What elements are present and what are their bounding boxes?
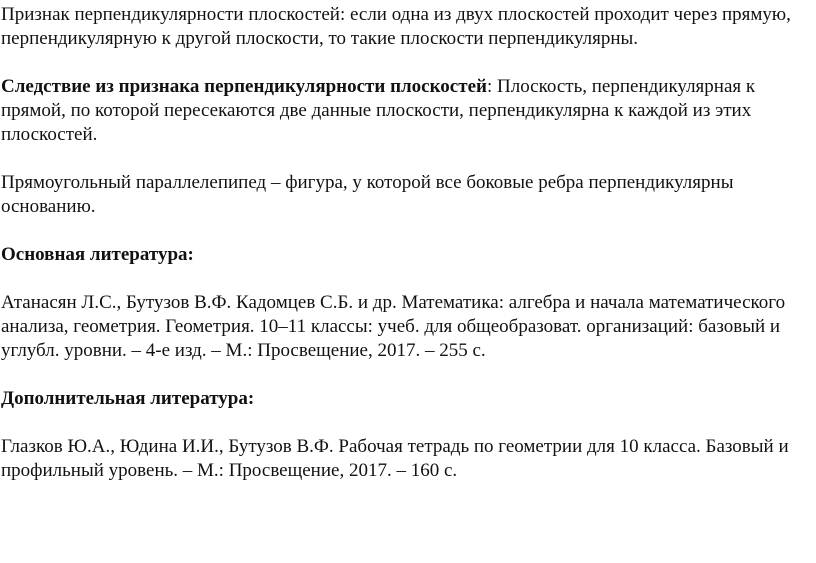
additional-literature-item: Глазков Ю.А., Юдина И.И., Бутузов В.Ф. Рабочая тетрадь по геометрии для 10 класса. Базовый и профильный уровень. – М.: Просвещение, 2017. – 160 с. xyxy=(1,436,789,481)
criterion-paragraph: Признак перпендикулярности плоскостей: если одна из двух плоскостей проходит через прямую, перпендикулярную к другой плоскости, то такие плоскости перпендикулярны. xyxy=(1,4,791,49)
main-literature-item: Атанасян Л.С., Бутузов В.Ф. Кадомцев С.Б. и др. Математика: алгебра и начала математического анализа, геометрия. Геометрия. 10–11 классы: учеб. для общеобразоват. организаций: базовый и углубл. уровни. – 4-е изд. – М.: Просвещение, 2017. – 255 с. xyxy=(1,292,786,361)
corollary-title: Следствие из признака перпендикулярности плоскостей xyxy=(1,76,487,97)
additional-literature-heading-text: Дополнительная литература: xyxy=(1,388,255,409)
main-literature-heading xyxy=(1,243,808,267)
parallelepiped-paragraph: Прямоугольный параллелепипед – фигура, у которой все боковые ребра перпендикулярны основанию. xyxy=(1,172,734,217)
corollary-paragraph xyxy=(1,75,808,147)
additional-literature-heading xyxy=(1,387,808,411)
main-literature-heading-text: Основная литература: xyxy=(1,244,194,265)
corollary-text: : Плоскость, перпендикулярная к прямой, по которой пересекаются две данные плоскости, перпендикулярна к каждой из этих плоскостей. xyxy=(1,76,756,145)
